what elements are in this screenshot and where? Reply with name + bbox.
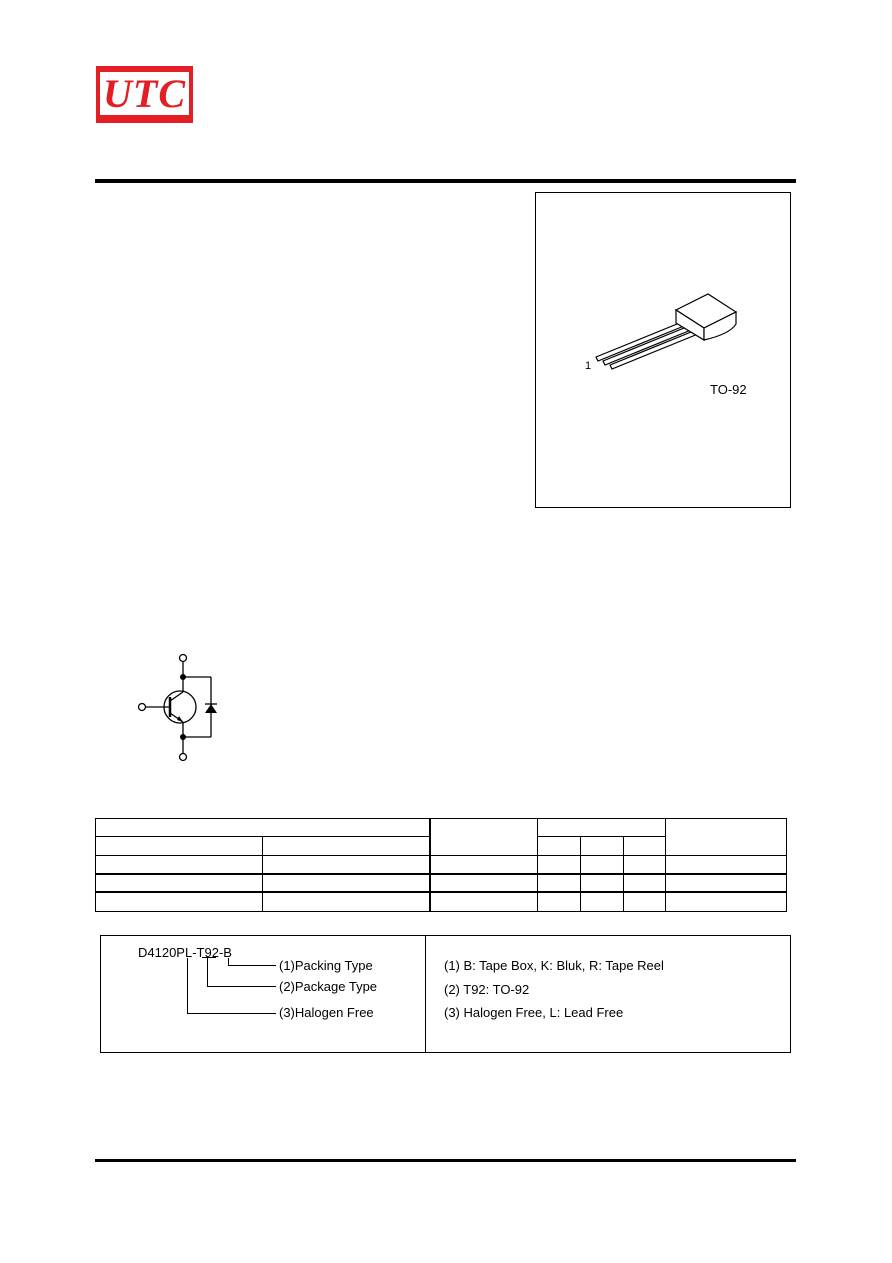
logo-text: UTC <box>103 70 186 116</box>
callout-lines <box>180 956 280 1018</box>
part-number: D4120PL-T92-B <box>138 945 232 960</box>
note-halogen-free: (3) Halogen Free, L: Lead Free <box>444 1005 624 1020</box>
note-packing-type: (1) B: Tape Box, K: Bluk, R: Tape Reel <box>444 958 664 973</box>
callout-halogen-free: (3)Halogen Free <box>279 1005 374 1020</box>
base-terminal <box>139 704 146 711</box>
header-rule <box>95 179 796 183</box>
footer-rule <box>95 1159 796 1162</box>
utc-logo <box>96 66 193 123</box>
ordering-divider <box>425 935 426 1053</box>
to92-package-icon <box>590 290 740 370</box>
collector-terminal <box>180 655 187 662</box>
emitter-arrow <box>177 716 183 722</box>
emitter-terminal <box>180 754 187 761</box>
package-name: TO-92 <box>710 382 747 397</box>
diode-triangle <box>205 704 217 713</box>
spec-table-grid <box>95 818 787 912</box>
pin-1-label: 1 <box>585 360 592 372</box>
lead-2 <box>603 326 691 365</box>
callout-package-type: (2)Package Type <box>279 979 378 994</box>
note-package-type: (2) T92: TO-92 <box>444 982 530 997</box>
transistor-diode-symbol <box>135 650 225 765</box>
callout-packing-type: (1)Packing Type <box>279 958 373 973</box>
